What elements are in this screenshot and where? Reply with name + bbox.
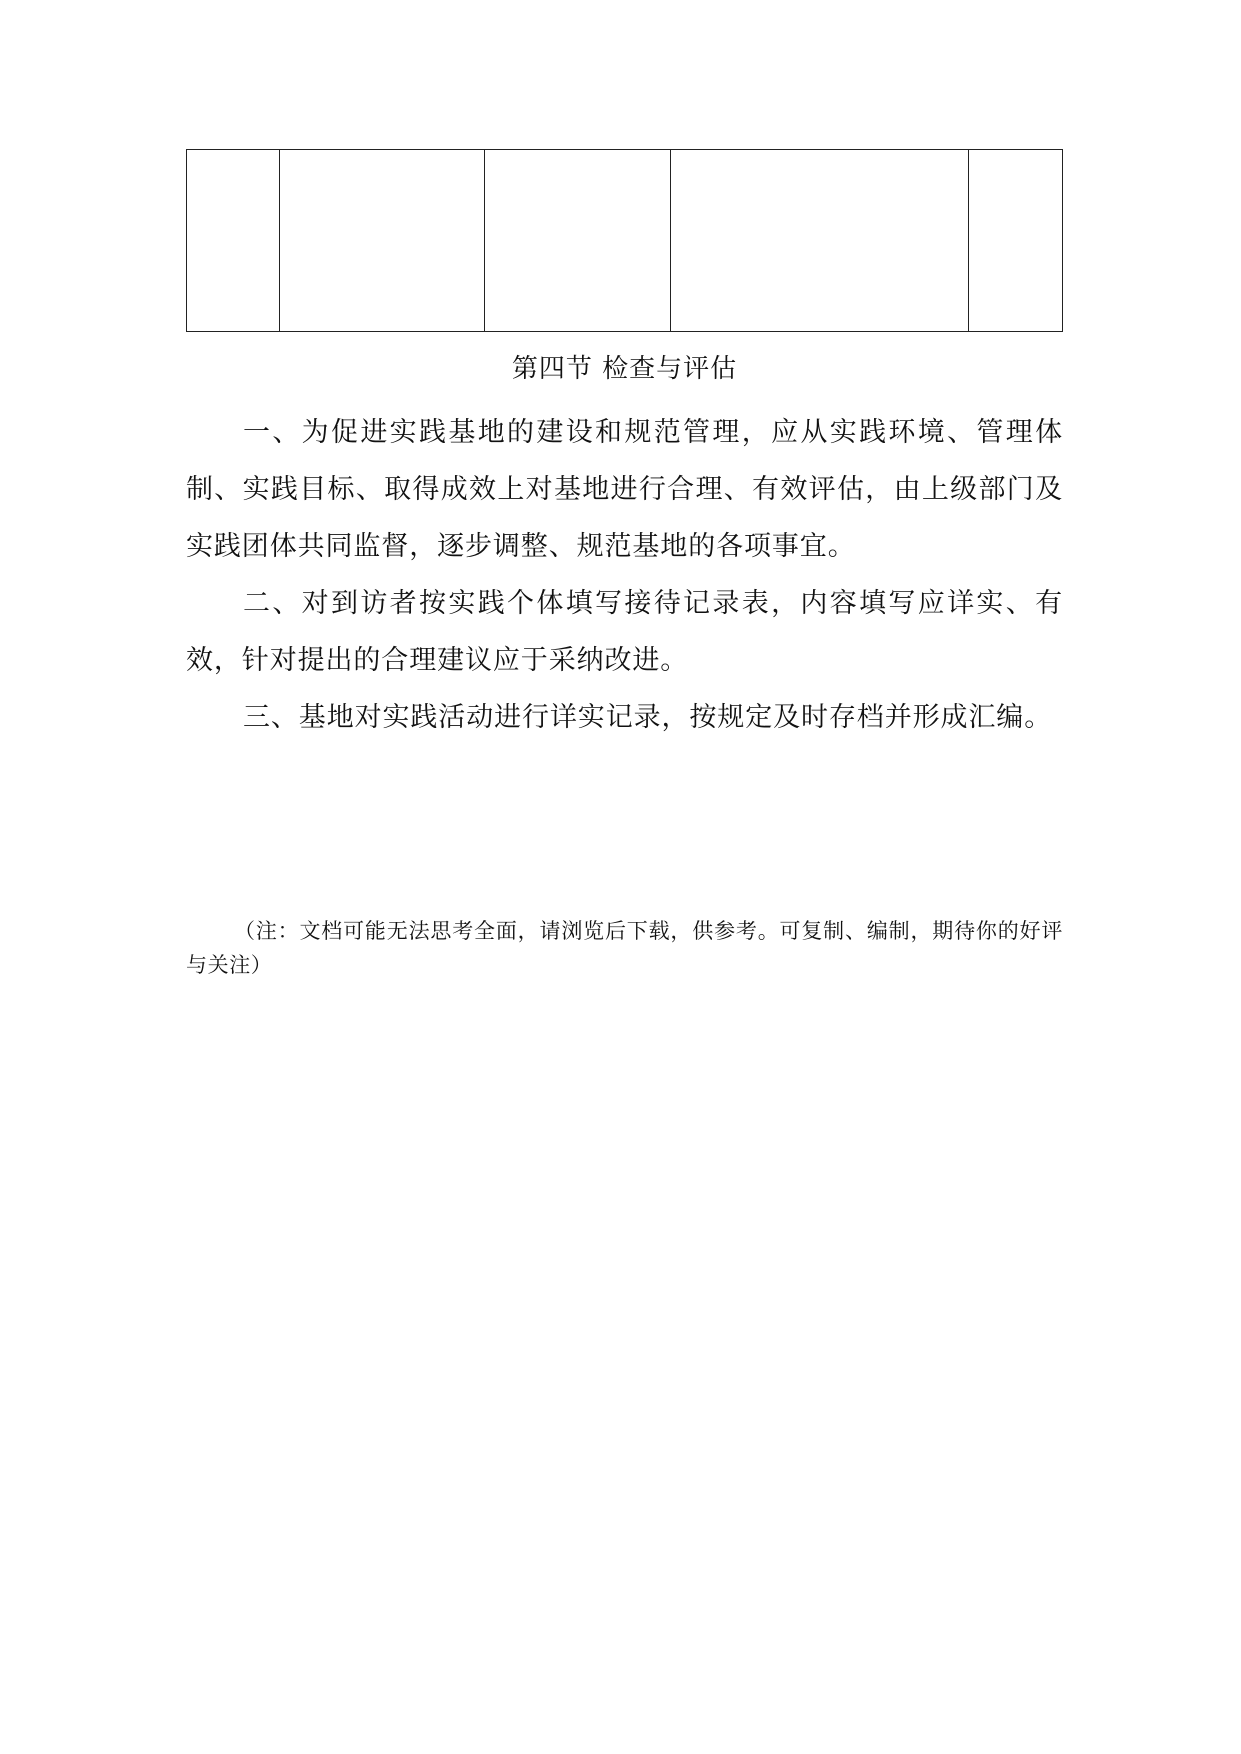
paragraph-3: 三、基地对实践活动进行详实记录，按规定及时存档并形成汇编。 xyxy=(243,702,1053,733)
table-cell xyxy=(187,150,280,331)
table-cell xyxy=(280,150,485,331)
section-title: 第四节 检查与评估 xyxy=(511,354,738,384)
table-cell xyxy=(969,150,1062,331)
footnote: （注：文档可能无法思考全面，请浏览后下载，供参考。可复制、编制，期待你的好评与关注） xyxy=(186,919,1063,977)
table-cell xyxy=(485,150,671,331)
paragraph-1: 一、为促进实践基地的建设和规范管理，应从实践环境、管理体制、实践目标、取得成效上对基地进行合理、有效评估，由上级部门及实践团体共同监督，逐步调整、规范基地的各项事宜。 xyxy=(186,417,1063,562)
table-fragment xyxy=(186,149,1063,332)
table-cell xyxy=(671,150,969,331)
paragraph-2: 二、对到访者按实践个体填写接待记录表，内容填写应详实、有效，针对提出的合理建议应于采纳改进。 xyxy=(186,588,1063,676)
body-content xyxy=(186,404,1063,746)
